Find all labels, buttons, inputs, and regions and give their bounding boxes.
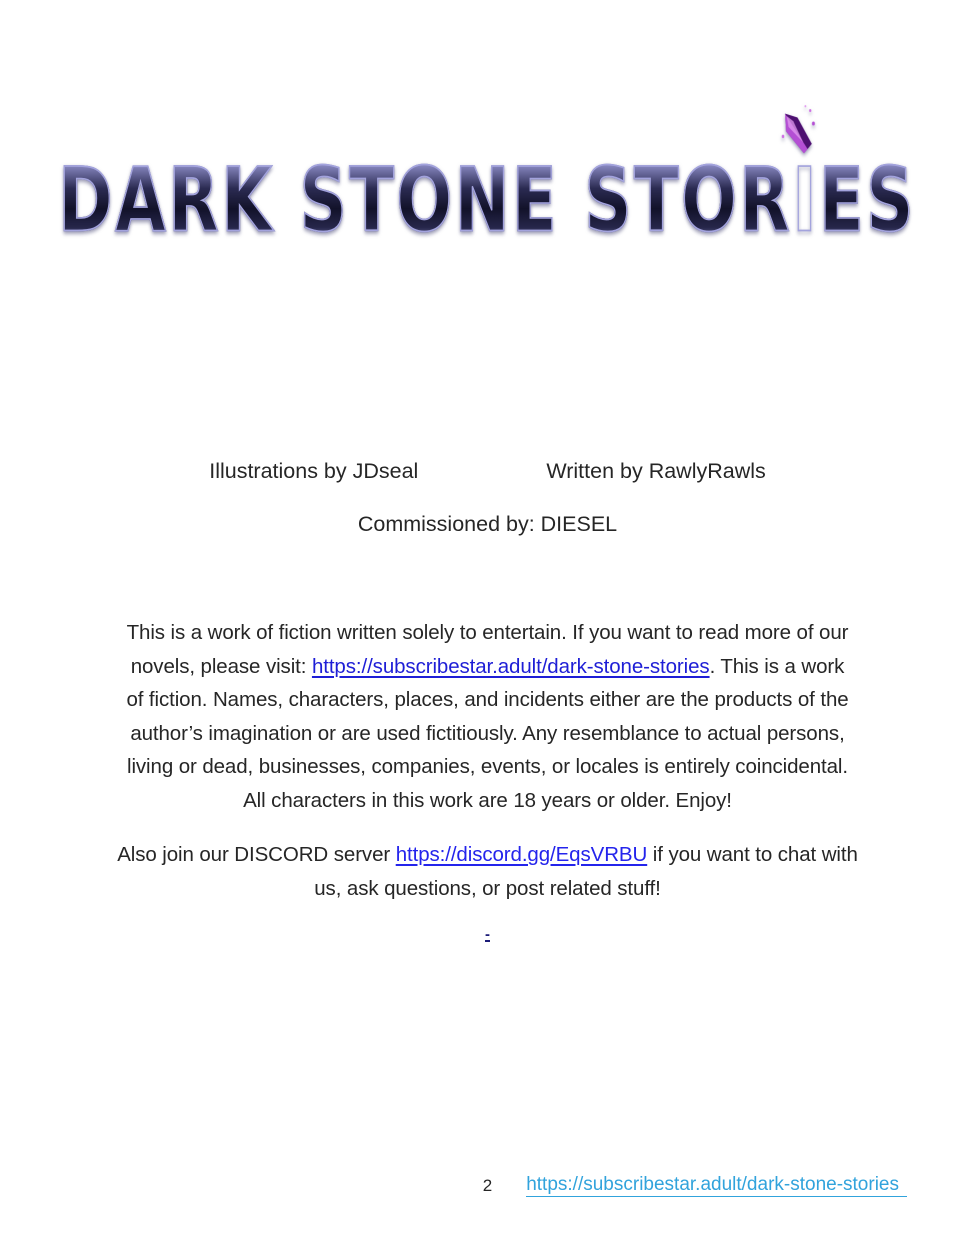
text-segment: Also join our DISCORD server	[117, 843, 396, 866]
logo-text	[59, 149, 917, 252]
footer-subscribestar-link[interactable]: https://subscribestar.adult/dark-stone-stories	[526, 1174, 907, 1197]
text-segment: . This is a work	[709, 654, 845, 678]
credit-illustrations: Illustrations by JDseal	[209, 459, 419, 483]
text-line	[0, 784, 975, 818]
discord-inline-link[interactable]: https://discord.gg/EqsVRBU	[395, 843, 648, 866]
text-line	[0, 750, 975, 784]
text-line	[0, 616, 975, 650]
text-line	[0, 838, 975, 872]
credit-commissioned: Commissioned by: DIESEL	[357, 512, 618, 536]
text-segment: if you want to chat with	[647, 843, 858, 866]
disclaimer-paragraph	[0, 616, 975, 817]
text-line	[0, 872, 975, 906]
text-segment: us, ask questions, or post related stuff!	[314, 876, 661, 900]
text-segment: author’s imagination or are used fictitiously. Any resemblance to actual persons,	[130, 721, 845, 745]
text-segment: All characters in this work are 18 years or older. Enjoy!	[243, 788, 732, 812]
text-segment: This is a work of fiction written solely to entertain. If you want to read more of our	[126, 621, 849, 644]
credits-row	[0, 459, 975, 484]
credit-written: Written by RawlyRawls	[546, 459, 766, 483]
text-segment: living or dead, businesses, companies, events, or locales is entirely coincidental.	[127, 755, 848, 778]
logo-letter-i-glyph: I	[792, 149, 820, 252]
divider-row	[0, 926, 975, 944]
discord-paragraph	[0, 838, 975, 905]
text-line	[0, 717, 975, 751]
empty-dash-link[interactable]: -	[485, 926, 490, 943]
logo-text-part1: DARK STONE STOR	[58, 149, 793, 252]
logo-letter-i	[793, 149, 820, 252]
text-line	[0, 683, 975, 717]
footer	[0, 1172, 975, 1202]
text-segment: of fiction. Names, characters, places, and incidents either are the products of the	[126, 688, 849, 711]
text-line	[0, 650, 975, 684]
crystal-gem-icon	[779, 104, 817, 160]
subscribestar-inline-link[interactable]: https://subscribestar.adult/dark-stone-stories	[311, 654, 710, 678]
page-number: 2	[482, 1176, 493, 1195]
text-segment: novels, please visit:	[130, 654, 312, 678]
logo-dark-stone-stories	[0, 97, 975, 252]
logo-text-part2: ES	[819, 149, 917, 252]
